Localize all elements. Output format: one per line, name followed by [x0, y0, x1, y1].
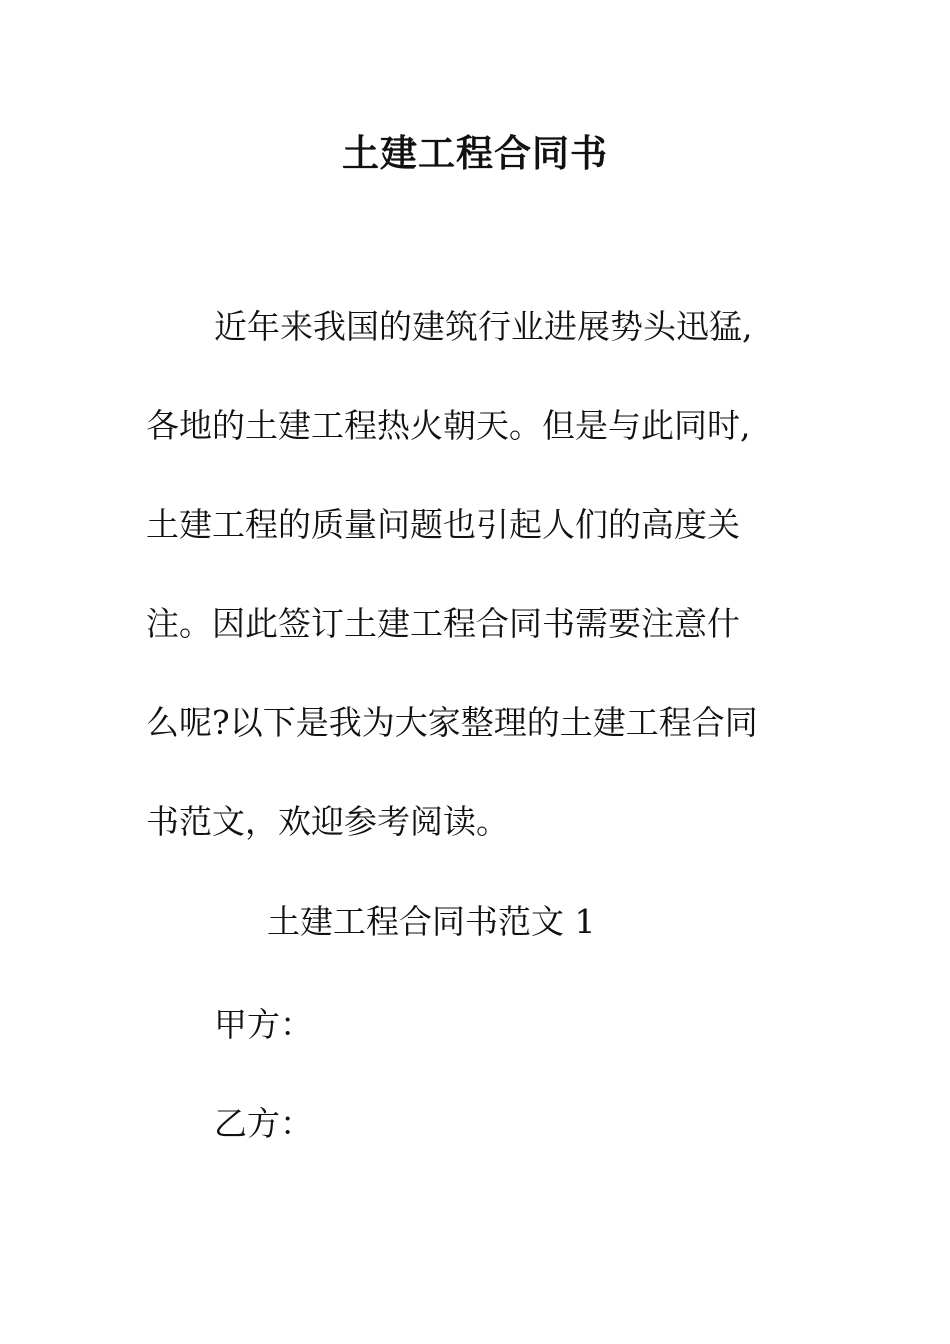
- intro-line-6: 书范文，欢迎参考阅读。: [146, 802, 509, 841]
- intro-line-5: 么呢?以下是我为大家整理的土建工程合同: [146, 703, 758, 742]
- section-subtitle: 土建工程合同书范文 1: [267, 902, 596, 941]
- intro-line-2: 各地的土建工程热火朝天。但是与此同时,: [146, 406, 751, 445]
- party-a-label: 甲方：: [214, 1005, 313, 1044]
- intro-line-1: 近年来我国的建筑行业进展势头迅猛,: [214, 307, 753, 346]
- document-title: 土建工程合同书: [342, 131, 608, 175]
- intro-line-4: 注。因此签订土建工程合同书需要注意什: [146, 604, 740, 643]
- party-b-label: 乙方：: [214, 1104, 313, 1143]
- intro-line-3: 土建工程的质量问题也引起人们的高度关: [146, 505, 740, 544]
